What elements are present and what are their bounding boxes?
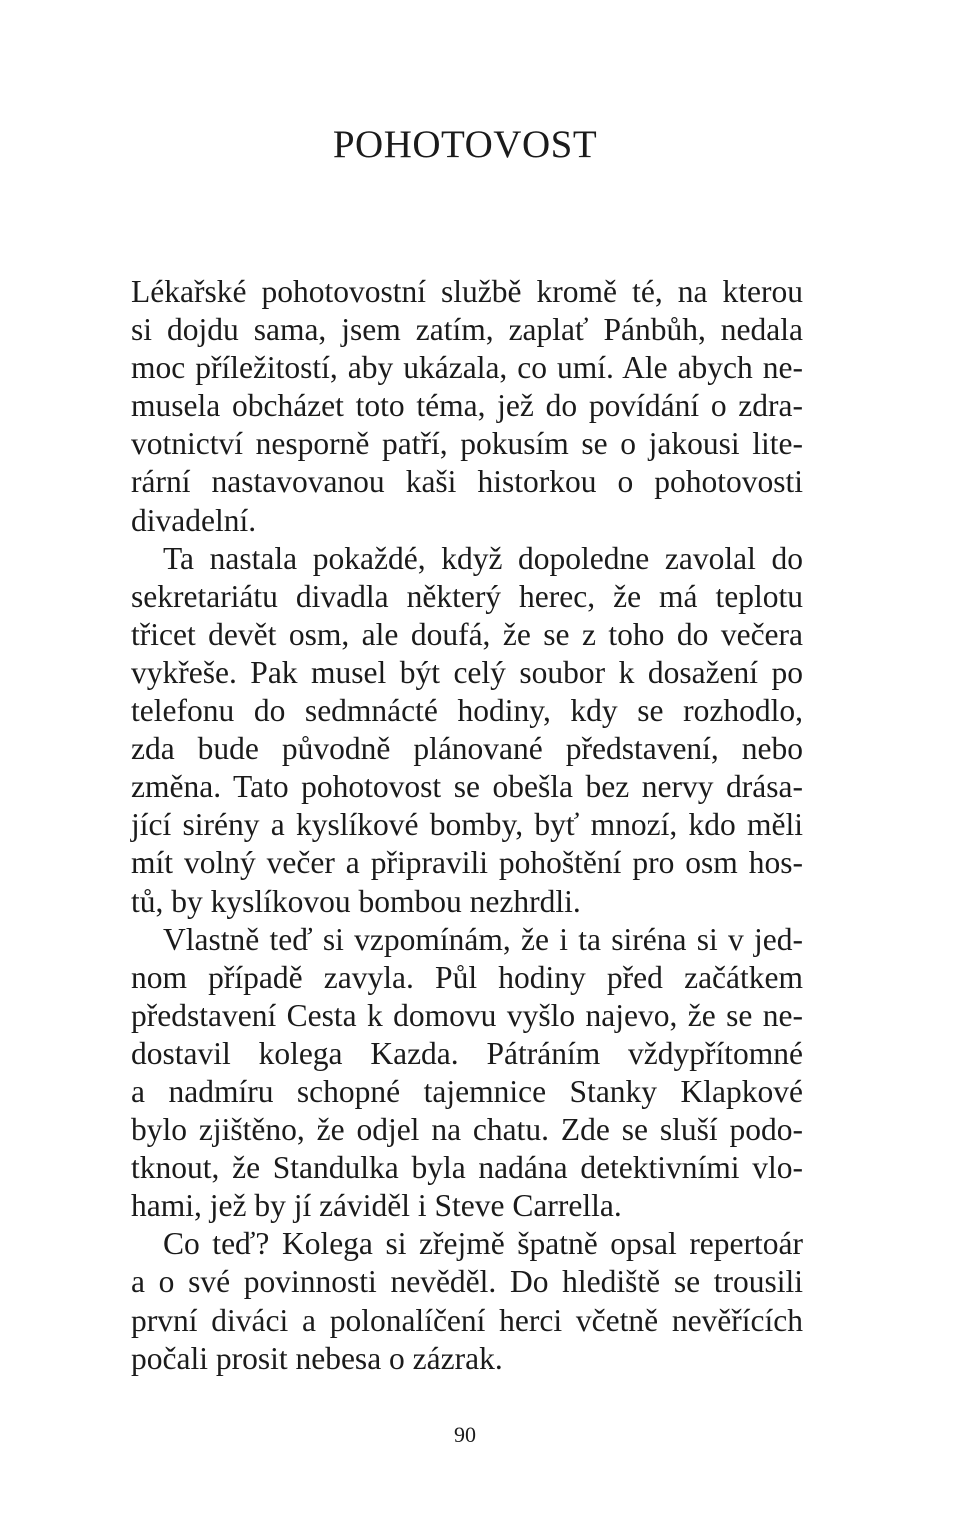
text-line: a o své povinnosti nevěděl. Do hlediště se trousili	[131, 1264, 803, 1300]
text-line: Vlastně teď si vzpomínám, že i ta siréna si v jed-	[163, 921, 803, 957]
text-line: moc příležitostí, aby ukázala, co umí. Ale abych ne-	[131, 350, 803, 386]
text-line: dostavil kolega Kazda. Pátráním vždypřítomné	[131, 1035, 803, 1071]
page-number: 90	[454, 1422, 476, 1447]
text-line: změna. Tato pohotovost se obešla bez nervy drása-	[131, 769, 803, 805]
text-line: Ta nastala pokaždé, když dopoledne zavolal do	[163, 540, 803, 576]
text-line: zda bude původně plánované představení, nebo	[131, 731, 803, 767]
text-line: votnictví nesporně patří, pokusím se o jakousi lite-	[131, 426, 803, 462]
text-line: tů, by kyslíkovou bombou nezhrdli.	[131, 883, 581, 919]
text-line: vykřeše. Pak musel být celý soubor k dosažení po	[131, 654, 803, 690]
text-line: první diváci a polonalíčení herci včetně nevěřících	[131, 1302, 803, 1338]
paragraph	[131, 540, 803, 921]
text-line: třicet devět osm, ale doufá, že se z toho do večera	[131, 616, 803, 652]
chapter-title: POHOTOVOST	[332, 123, 598, 166]
text-line: si dojdu sama, jsem zatím, zaplať Pánbůh, nedala	[131, 312, 803, 348]
text-line: Lékařské pohotovostní službě kromě té, na kterou	[131, 274, 803, 309]
paragraph	[131, 273, 803, 540]
paragraph	[131, 1225, 803, 1377]
text-line: mít volný večer a připravili pohoštění pro osm hos-	[131, 845, 803, 881]
text-line: musela obcházet toto téma, jež do povídání o zdra-	[131, 388, 803, 424]
text-line: tknout, že Standulka byla nadána detektivními vlo-	[131, 1150, 803, 1186]
text-line: hami, jež by jí záviděl i Steve Carrella.	[131, 1188, 622, 1224]
text-line: bylo zjištěno, že odjel na chatu. Zde se sluší podo-	[131, 1112, 803, 1148]
body-text	[131, 273, 803, 1378]
text-line: počali prosit nebesa o zázrak.	[131, 1340, 503, 1376]
text-line: nom případě zavyla. Půl hodiny před začátkem	[131, 959, 803, 995]
text-line: a nadmíru schopné tajemnice Stanky Klapkové	[131, 1073, 803, 1109]
text-line: divadelní.	[131, 502, 257, 538]
text-line: Co teď? Kolega si zřejmě špatně opsal repertoár	[163, 1226, 803, 1262]
text-line: sekretariátu divadla některý herec, že má teplotu	[131, 578, 803, 614]
text-line: telefonu do sedmnácté hodiny, kdy se rozhodlo,	[131, 693, 803, 729]
text-line: rární nastavovanou kaši historkou o pohotovosti	[131, 464, 803, 500]
text-line: představení Cesta k domovu vyšlo najevo, že se ne-	[131, 997, 803, 1033]
text-line: jící sirény a kyslíkové bomby, byť mnozí, kdo měli	[131, 807, 803, 843]
paragraph	[131, 921, 803, 1226]
